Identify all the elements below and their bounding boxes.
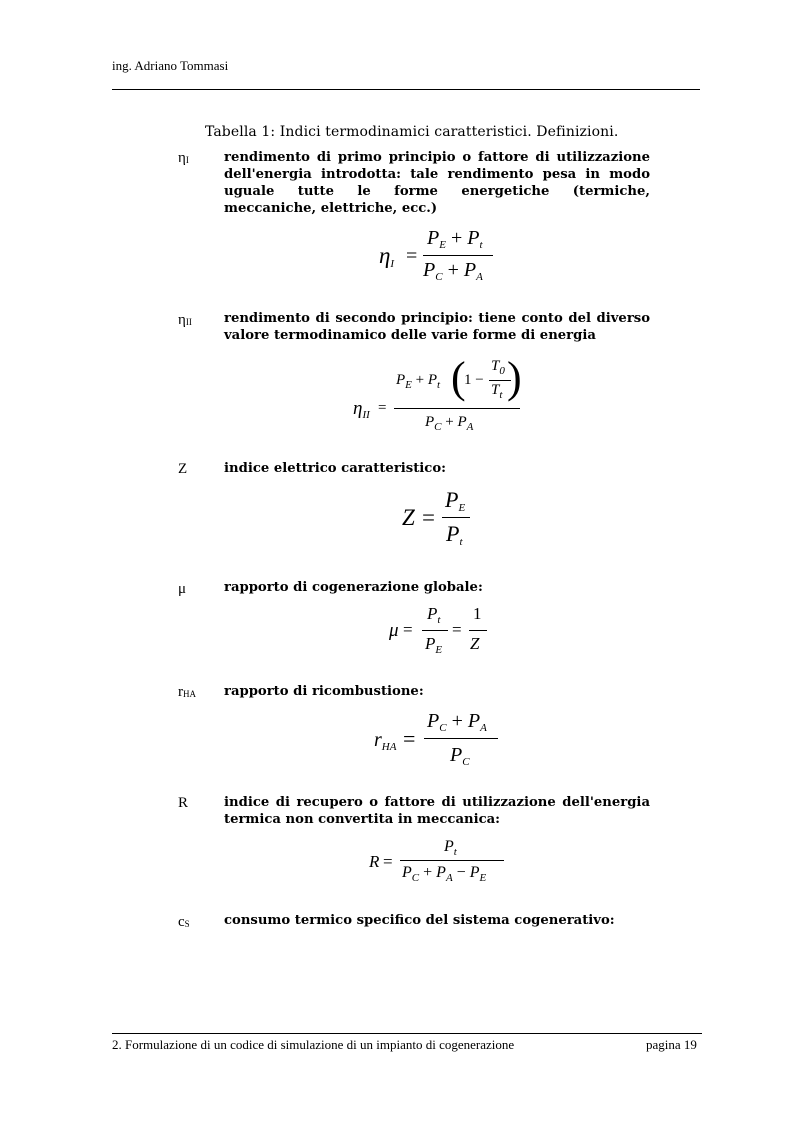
description-mu: rapporto di cogenerazione globale: xyxy=(224,580,483,595)
table-caption: Tabella 1: Indici termodinamici caratteristici. Definizioni. xyxy=(205,124,619,140)
symbol-r-HA: $r_{HA}$ xyxy=(178,684,196,700)
page-number: pagina 19 xyxy=(646,1037,697,1052)
formula-mu: μ = $P_t$ $P_E$ = 1 Z xyxy=(385,602,495,660)
footer-rule xyxy=(112,1033,702,1034)
symbol-mu: μ xyxy=(178,581,187,597)
description-R: indice di recupero o fattore di utilizzazione dell'energia termica non convertita in meccanica: xyxy=(224,795,650,827)
formula-eta-I: ηI = $P_E + P_t$ $P_C + P_A$ xyxy=(375,225,505,290)
symbol-c-s: $c_S$ xyxy=(178,914,190,930)
formula-R: R = $P_t$ $P_C + P_A - P_E$ xyxy=(366,836,516,896)
footer-chapter: 2. Formulazione di un codice di simulazione di un impianto di cogenerazione xyxy=(112,1037,515,1052)
header-rule xyxy=(112,89,700,90)
page-header-author: ing. Adriano Tommasi xyxy=(112,58,229,73)
description-eta-II: rendimento di secondo principio: tiene conto del diverso valore termodinamico delle varie forme di energia xyxy=(224,311,650,343)
description-r-HA: rapporto di ricombustione: xyxy=(224,684,424,699)
symbol-R: R xyxy=(178,795,189,811)
symbol-eta-II: $\eta_{II}$ xyxy=(178,312,192,328)
formula-eta-II: $\eta_{II}$ = $P_E + P_t$ ( 1 − $T_0$ $T_t$ ) $P_C + P_A$ xyxy=(353,353,522,433)
formula-Z: Z = PE Pt xyxy=(398,485,478,555)
description-c-s: consumo termico specifico del sistema cogenerativo: xyxy=(224,913,615,928)
formula-r-HA: $r_{HA}$ = $P_C + P_A$ $P_C$ xyxy=(370,708,510,773)
symbol-eta-I: $\eta_I$ xyxy=(178,150,189,166)
description-Z: indice elettrico caratteristico: xyxy=(224,461,447,476)
description-eta-I: rendimento di primo principio o fattore di utilizzazione dell'energia introdotta: tale rendimento pesa in modo uguale tutte le forme energetiche (termiche, meccaniche, elettriche, ecc.) xyxy=(224,150,650,216)
symbol-Z: Z xyxy=(178,461,188,477)
